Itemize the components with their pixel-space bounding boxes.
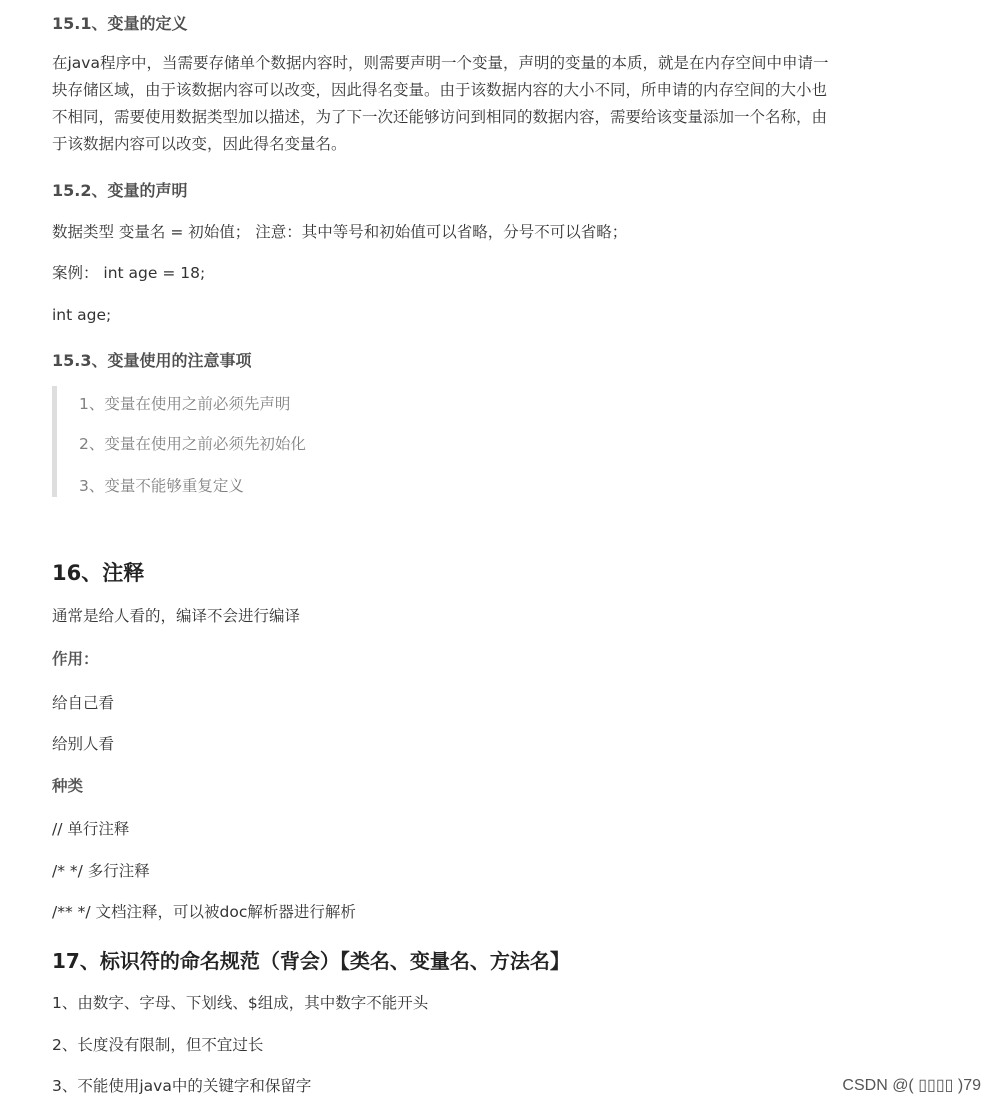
paragraph-line: 在java程序中，当需要存储单个数据内容时，则需要声明一个变量，声明的变量的本质，就是在内存空间中申请一 bbox=[52, 54, 829, 72]
quote-item: 3、变量不能够重复定义 bbox=[79, 477, 244, 495]
purpose-item: 给别人看 bbox=[52, 735, 115, 753]
naming-rule: 1、由数字、字母、下划线、$组成，其中数字不能开头 bbox=[52, 994, 429, 1012]
purpose-label: 作用： bbox=[52, 650, 99, 668]
quote-item: 2、变量在使用之前必须先初始化 bbox=[79, 435, 306, 453]
heading-16: 16、注释 bbox=[52, 561, 145, 585]
comment-kind: /* */ 多行注释 bbox=[52, 862, 150, 880]
definition-paragraph bbox=[52, 50, 937, 158]
quote-item: 1、变量在使用之前必须先声明 bbox=[79, 395, 291, 413]
naming-rule: 3、不能使用java中的关键字和保留字 bbox=[52, 1077, 312, 1095]
heading-15-2: 15.2、变量的声明 bbox=[52, 181, 188, 200]
naming-rule: 2、长度没有限制，但不宜过长 bbox=[52, 1036, 264, 1054]
paragraph-line: 于该数据内容可以改变，因此得名变量名。 bbox=[52, 135, 347, 153]
purpose-item: 给自己看 bbox=[52, 694, 115, 712]
paragraph-line: 块存储区域，由于该数据内容可以改变，因此得名变量。由于该数据内容的大小不同，所申请的内存空间的大小也 bbox=[52, 81, 828, 99]
heading-15-3: 15.3、变量使用的注意事项 bbox=[52, 351, 252, 370]
kinds-label: 种类 bbox=[52, 777, 84, 795]
example-line-2: int age; bbox=[52, 306, 112, 324]
heading-15-1: 15.1、变量的定义 bbox=[52, 14, 188, 33]
csdn-watermark: CSDN @( ▯▯▯▯ )79 bbox=[842, 1077, 981, 1094]
comment-kind: // 单行注释 bbox=[52, 820, 130, 838]
heading-17: 17、标识符的命名规范（背会）【类名、变量名、方法名】 bbox=[52, 949, 570, 973]
comment-kind: /** */ 文档注释，可以被doc解析器进行解析 bbox=[52, 903, 356, 921]
comments-intro: 通常是给人看的，编译不会进行编译 bbox=[52, 607, 301, 625]
declaration-syntax: 数据类型 变量名 = 初始值； 注意：其中等号和初始值可以省略，分号不可以省略； bbox=[52, 223, 628, 241]
example-line: 案例： int age = 18; bbox=[52, 264, 206, 282]
paragraph-line: 不相同，需要使用数据类型加以描述，为了下一次还能够访问到相同的数据内容，需要给该变量添加一个名称，由 bbox=[52, 108, 828, 126]
blockquote bbox=[52, 386, 457, 497]
